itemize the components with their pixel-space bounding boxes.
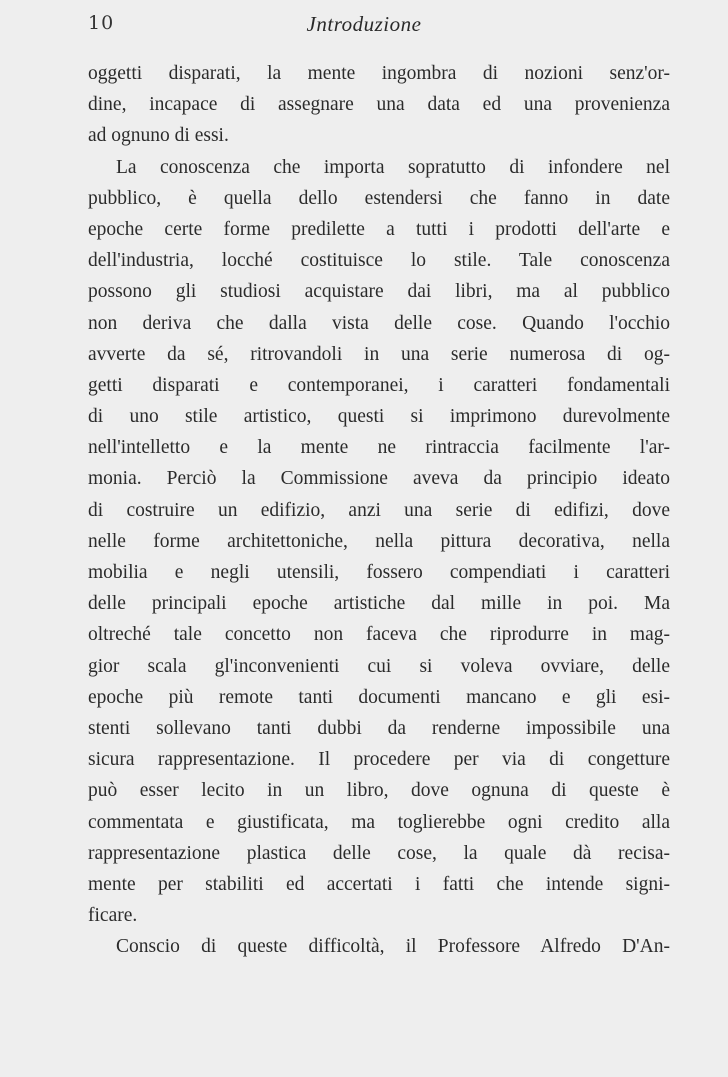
paragraph	[88, 931, 670, 962]
text-line: Conscio di queste difficoltà, il Professore Alfredo D'An-	[116, 936, 670, 958]
running-title: Jntroduzione	[306, 12, 422, 36]
text-line: monia. Perciò la Commissione aveva da principio ideato	[88, 468, 670, 490]
paragraph	[88, 152, 670, 932]
text-line: mobilia e negli utensili, fossero compendiati i caratteri	[88, 562, 670, 583]
text-line: commentata e giustificata, ma toglierebbe ogni credito alla	[88, 811, 670, 833]
text-line: epoche certe forme predilette a tutti i prodotti dell'arte e	[88, 218, 670, 240]
text-line: nell'intelletto e la mente ne rintraccia facilmente l'ar-	[88, 437, 670, 459]
text-line: gior scala gl'inconvenienti cui si voleva ovviare, delle	[88, 655, 670, 677]
text-line: possono gli studiosi acquistare dai libri, ma al pubblico	[88, 281, 670, 303]
text-line: non deriva che dalla vista delle cose. Quando l'occhio	[88, 312, 670, 334]
text-line: sicura rappresentazione. Il procedere per via di congetture	[88, 749, 670, 771]
text-line: epoche più remote tanti documenti mancano e gli esi-	[88, 686, 670, 708]
text-line: di uno stile artistico, questi si imprimono durevolmente	[88, 406, 670, 428]
body-text	[88, 58, 670, 962]
text-line: pubblico, è quella dello estendersi che fanno in date	[88, 187, 670, 209]
text-line: ficare.	[88, 905, 138, 927]
text-line: oltreché tale concetto non faceva che riprodurre in mag-	[88, 624, 670, 646]
text-line: delle principali epoche artistiche dal mille in poi. Ma	[88, 593, 670, 615]
text-line: getti disparati e contemporanei, i caratteri fondamentali	[88, 374, 670, 396]
page-number: 10	[88, 12, 115, 34]
text-line: stenti sollevano tanti dubbi da renderne impossibile una	[88, 717, 670, 739]
page-header	[0, 12, 728, 42]
text-line: La conoscenza che importa sopratutto di infondere nel	[116, 156, 670, 178]
text-line: di costruire un edifizio, anzi una serie di edifizi, dove	[88, 499, 670, 521]
text-line: avverte da sé, ritrovandoli in una serie numerosa di og-	[88, 343, 670, 365]
text-line: può esser lecito in un libro, dove ognuna di queste è	[88, 780, 670, 802]
text-line: mente per stabiliti ed accertati i fatti che intende signi-	[88, 873, 670, 895]
text-line: dell'industria, locché costituisce lo stile. Tale conoscenza	[88, 250, 670, 272]
text-line: oggetti disparati, la mente ingombra di nozioni senz'or-	[88, 63, 670, 84]
text-line: rappresentazione plastica delle cose, la quale dà recisa-	[88, 842, 670, 864]
text-line: ad ognuno di essi.	[88, 125, 229, 147]
paragraph	[88, 58, 670, 152]
text-line: nelle forme architettoniche, nella pittura decorativa, nella	[88, 530, 670, 552]
text-line: dine, incapace di assegnare una data ed una provenienza	[88, 94, 670, 116]
